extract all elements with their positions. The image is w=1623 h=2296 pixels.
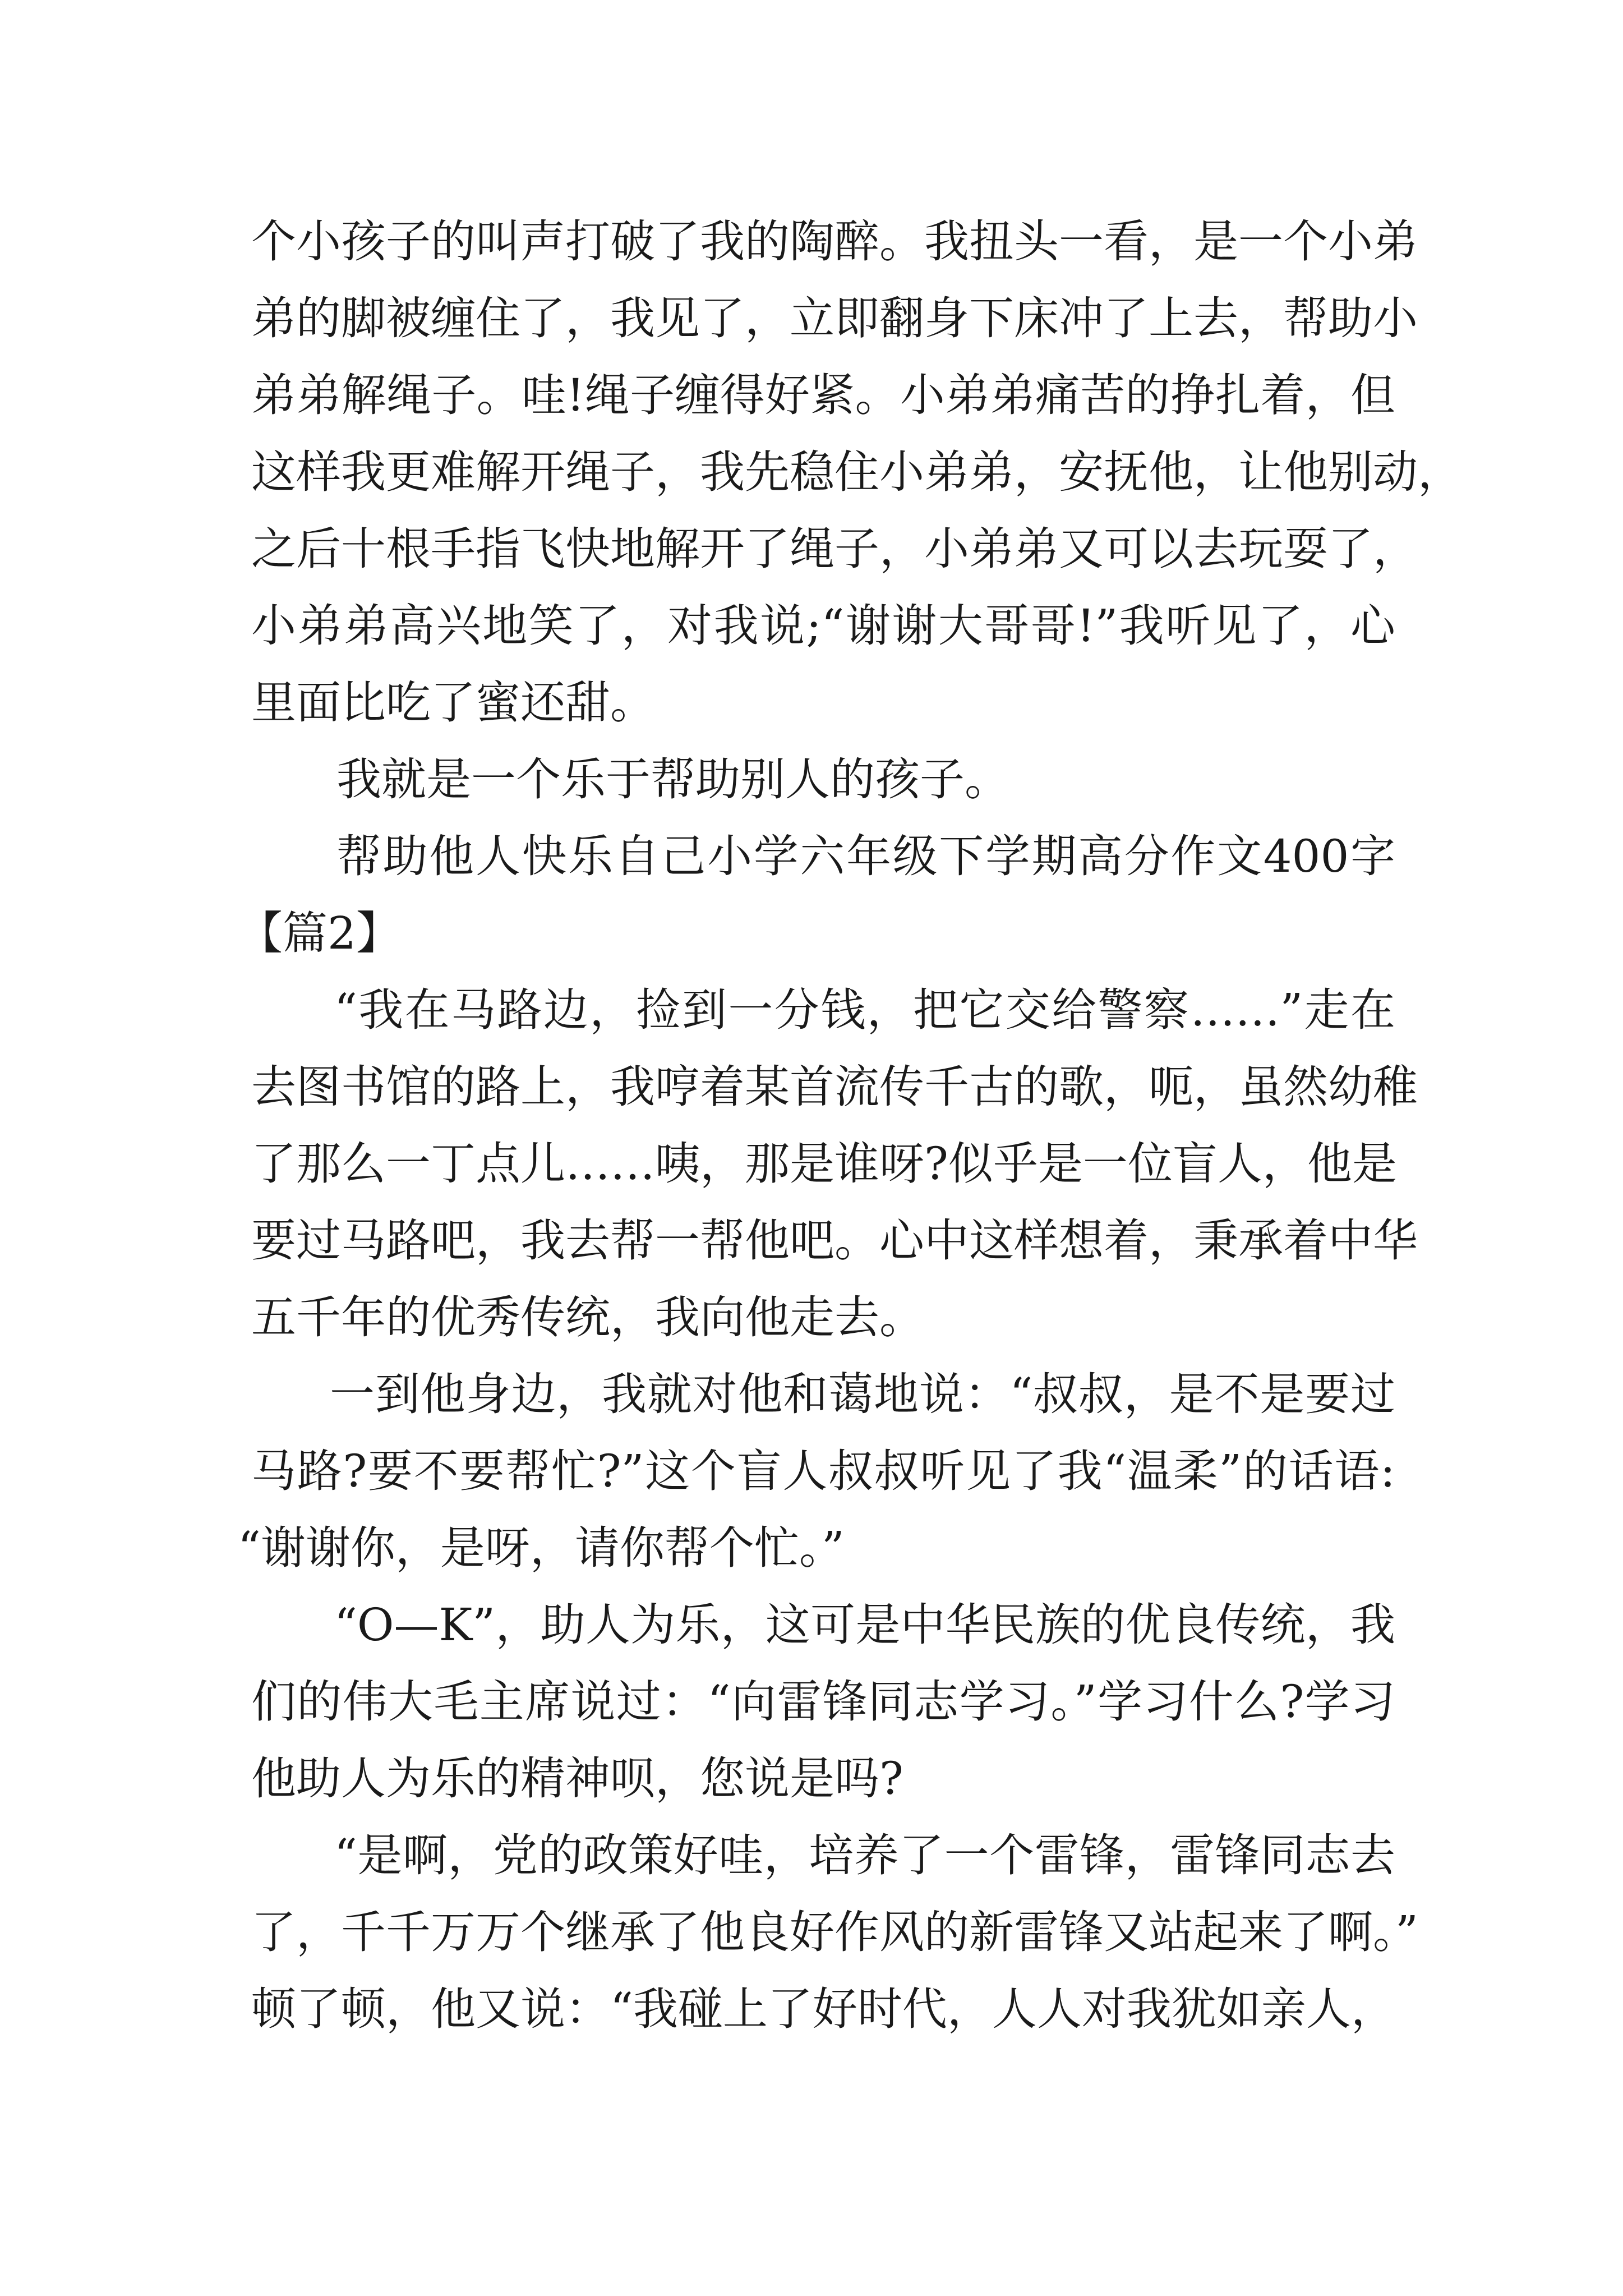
text-line: 了那么一丁点儿……咦，那是谁呀?似乎是一位盲人，他是 — [251, 1138, 1397, 1190]
text-line: 弟的脚被缠住了，我见了，立即翻身下床冲了上去，帮助小 — [251, 292, 1418, 344]
text-line: “谢谢你，是呀，请你帮个忙。” — [238, 1522, 845, 1574]
text-line: 我就是一个乐于帮助别人的孩子。 — [336, 753, 1009, 806]
text-line: 去图书馆的路上，我哼着某首流传千古的歌，呃，虽然幼稚 — [251, 1061, 1418, 1113]
text-line: “O—K”，助人为乐，这可是中华民族的优良传统，我 — [334, 1599, 1395, 1651]
text-line: 之后十根手指飞快地解开了绳子，小弟弟又可以去玩耍了， — [251, 523, 1418, 575]
text-line: 一到他身边，我就对他和蔼地说：“叔叔，是不是要过 — [330, 1368, 1395, 1420]
text-line: 个小孩子的叫声打破了我的陶醉。我扭头一看，是一个小弟 — [251, 215, 1418, 268]
text-line: “我在马路边，捡到一分钱，把它交给警察……”走在 — [334, 984, 1395, 1036]
text-line: 五千年的优秀传统，我向他走去。 — [251, 1291, 924, 1343]
text-line: 这样我更难解开绳子，我先稳住小弟弟，安抚他，让他别动， — [251, 446, 1463, 498]
section-title: 帮助他人快乐自己小学六年级下学期高分作文400字 — [336, 830, 1395, 882]
text-line: 要过马路吧，我去帮一帮他吧。心中这样想着，秉承着中华 — [251, 1214, 1418, 1267]
text-line: 了，千千万万个继承了他良好作风的新雷锋又站起来了啊。” — [251, 1906, 1418, 1958]
text-line: 里面比吃了蜜还甜。 — [251, 677, 655, 729]
text-line: 顿了顿，他又说：“我碰上了好时代，人人对我犹如亲人， — [251, 1983, 1396, 2035]
text-line: 们的伟大毛主席说过：“向雷锋同志学习。”学习什么?学习 — [251, 1676, 1395, 1728]
text-line: “是啊，党的政策好哇，培养了一个雷锋，雷锋同志去 — [334, 1829, 1395, 1881]
text-line: 弟弟解绳子。哇!绳子缠得好紧。小弟弟痛苦的挣扎着，但 — [251, 369, 1395, 421]
text-line: 他助人为乐的精神呗，您说是吗? — [251, 1752, 903, 1805]
section-label: 【篇2】 — [238, 907, 401, 959]
text-line: 小弟弟高兴地笑了，对我说;“谢谢大哥哥!”我听见了，心 — [251, 600, 1395, 652]
text-line: 马路?要不要帮忙?”这个盲人叔叔听见了我“温柔”的话语: — [251, 1445, 1395, 1497]
body-text — [238, 203, 1463, 2047]
